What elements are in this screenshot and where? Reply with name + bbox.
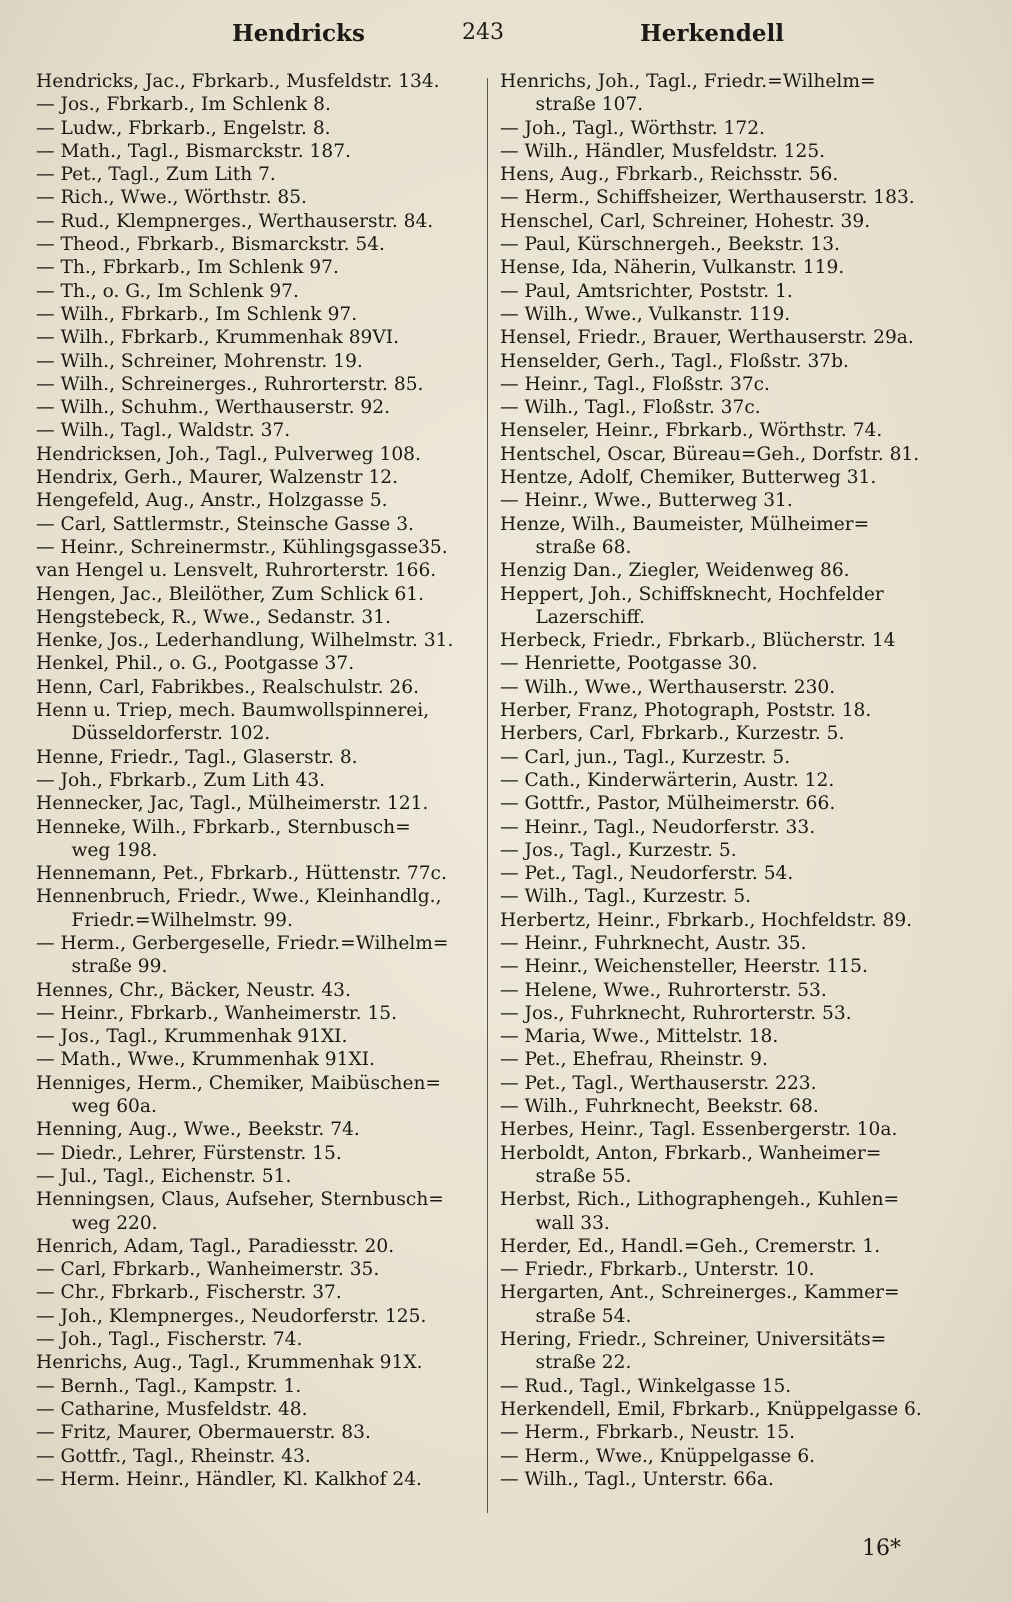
directory-entry: Hendrix, Gerh., Maurer, Walzenstr 12.: [36, 467, 399, 489]
directory-entry: Herbeck, Friedr., Fbrkarb., Blücherstr. 14: [500, 630, 896, 652]
directory-entry: Henselder, Gerh., Tagl., Floßstr. 37b.: [500, 350, 849, 372]
directory-entry: — Herm., Fbrkarb., Neustr. 15.: [500, 1422, 796, 1444]
directory-entry: weg 60a.: [36, 1096, 157, 1118]
directory-entry: — Th., Fbrkarb., Im Schlenk 97.: [36, 257, 339, 279]
directory-entry: Friedr.=Wilhelmstr. 99.: [36, 909, 293, 931]
directory-entry: — Carl, Fbrkarb., Wanheimerstr. 35.: [36, 1259, 380, 1281]
directory-entry: straße 54.: [500, 1305, 632, 1327]
directory-entry: straße 99.: [36, 956, 168, 978]
right-column: [500, 70, 940, 1491]
directory-entry: straße 107.: [500, 94, 644, 116]
directory-entry: Hendricks, Jac., Fbrkarb., Musfeldstr. 134.: [36, 71, 440, 92]
directory-entry: — Carl, Sattlermstr., Steinsche Gasse 3.: [36, 513, 414, 535]
directory-entry: — Helene, Wwe., Ruhrorterstr. 53.: [500, 979, 827, 1001]
directory-entry: — Jos., Fbrkarb., Im Schlenk 8.: [36, 94, 331, 116]
directory-entry: — Heinr., Tagl., Neudorferstr. 33.: [500, 816, 816, 838]
directory-entry: — Heinr., Weichensteller, Heerstr. 115.: [500, 956, 868, 978]
directory-entry: Henningsen, Claus, Aufseher, Sternbusch=: [36, 1189, 444, 1211]
directory-entry: — Fritz, Maurer, Obermauerstr. 83.: [36, 1422, 371, 1444]
directory-entry: — Jos., Tagl., Krummenhak 91XI.: [36, 1026, 348, 1048]
directory-entry: — Paul, Amtsrichter, Poststr. 1.: [500, 280, 793, 302]
directory-entry: — Pet., Tagl., Werthauserstr. 223.: [500, 1072, 817, 1094]
directory-entry: Herbers, Carl, Fbrkarb., Kurzestr. 5.: [500, 723, 845, 745]
directory-entry: — Wilh., Händler, Musfeldstr. 125.: [500, 140, 826, 162]
directory-entry: — Heinr., Tagl., Floßstr. 37c.: [500, 373, 770, 395]
directory-entry: Düsseldorferstr. 102.: [36, 723, 271, 745]
directory-entry: — Henriette, Pootgasse 30.: [500, 653, 758, 675]
left-column: [36, 70, 476, 1491]
directory-entry: — Wilh., Wwe., Vulkanstr. 119.: [500, 303, 791, 325]
directory-entry: Heppert, Joh., Schiffsknecht, Hochfelder: [500, 583, 884, 605]
directory-entry: weg 198.: [36, 839, 158, 861]
directory-entry: Herboldt, Anton, Fbrkarb., Wanheimer=: [500, 1142, 882, 1164]
directory-entry: — Joh., Tagl., Wörthstr. 172.: [500, 117, 765, 139]
directory-entry: — Herm. Heinr., Händler, Kl. Kalkhof 24.: [36, 1468, 422, 1490]
page-header: [0, 20, 1012, 54]
directory-entry: — Friedr., Fbrkarb., Unterstr. 10.: [500, 1259, 815, 1281]
header-left-catchword: Hendricks: [232, 20, 365, 47]
directory-entry: — Wilh., Wwe., Werthauserstr. 230.: [500, 676, 836, 698]
directory-entry: — Chr., Fbrkarb., Fischerstr. 37.: [36, 1282, 342, 1304]
page-number: 243: [462, 20, 504, 45]
directory-entry: Herbst, Rich., Lithographengeh., Kuhlen=: [500, 1189, 900, 1211]
directory-entry: Hennes, Chr., Bäcker, Neustr. 43.: [36, 979, 351, 1001]
directory-entry: Henniges, Herm., Chemiker, Maibüschen=: [36, 1072, 442, 1094]
directory-entry: — Heinr., Schreinermstr., Kühlingsgasse35.: [36, 536, 448, 558]
directory-entry: — Wilh., Tagl., Waldstr. 37.: [36, 420, 291, 442]
directory-entry: Henseler, Heinr., Fbrkarb., Wörthstr. 74.: [500, 420, 883, 442]
directory-entry: Herbertz, Heinr., Fbrkarb., Hochfeldstr. 89.: [500, 909, 913, 931]
directory-entry: — Wilh., Schuhm., Werthauserstr. 92.: [36, 397, 391, 419]
directory-entry: Lazerschiff.: [500, 606, 645, 628]
directory-entry: — Herm., Gerbergeselle, Friedr.=Wilhelm=: [36, 932, 449, 954]
directory-entry: Hengstebeck, R., Wwe., Sedanstr. 31.: [36, 606, 391, 628]
directory-entry: — Carl, jun., Tagl., Kurzestr. 5.: [500, 746, 791, 768]
column-divider: [487, 78, 488, 1513]
directory-entry: Hendricksen, Joh., Tagl., Pulverweg 108.: [36, 443, 421, 465]
directory-entry: Henrichs, Aug., Tagl., Krummenhak 91X.: [36, 1352, 423, 1374]
directory-entry: Henne, Friedr., Tagl., Glaserstr. 8.: [36, 746, 358, 768]
directory-entry: — Math., Wwe., Krummenhak 91XI.: [36, 1049, 375, 1071]
directory-entry: — Math., Tagl., Bismarckstr. 187.: [36, 140, 351, 162]
directory-entry: Hennecker, Jac, Tagl., Mülheimerstr. 121.: [36, 793, 429, 815]
directory-entry: Hennemann, Pet., Fbrkarb., Hüttenstr. 77c.: [36, 863, 447, 885]
directory-entry: Henze, Wilh., Baumeister, Mülheimer=: [500, 513, 870, 535]
directory-entry: — Theod., Fbrkarb., Bismarckstr. 54.: [36, 234, 385, 256]
directory-entry: — Wilh., Tagl., Unterstr. 66a.: [500, 1468, 774, 1490]
directory-entry: — Rich., Wwe., Wörthstr. 85.: [36, 187, 307, 209]
directory-entry: — Bernh., Tagl., Kampstr. 1.: [36, 1375, 302, 1397]
directory-entry: — Joh., Fbrkarb., Zum Lith 43.: [36, 769, 326, 791]
directory-entry: — Jos., Tagl., Kurzestr. 5.: [500, 839, 737, 861]
directory-entry: straße 22.: [500, 1352, 632, 1374]
directory-entry: van Hengel u. Lensvelt, Ruhrorterstr. 166.: [36, 560, 437, 582]
directory-entry: — Pet., Tagl., Neudorferstr. 54.: [500, 863, 794, 885]
directory-entry: Henneke, Wilh., Fbrkarb., Sternbusch=: [36, 816, 411, 838]
directory-entry: Hergarten, Ant., Schreinerges., Kammer=: [500, 1282, 900, 1304]
directory-entry: Herkendell, Emil, Fbrkarb., Knüppelgasse 6.: [500, 1398, 922, 1420]
directory-entry: — Catharine, Musfeldstr. 48.: [36, 1398, 308, 1420]
directory-entry: — Joh., Klempnerges., Neudorferstr. 125.: [36, 1305, 427, 1327]
directory-entry: — Wilh., Schreinerges., Ruhrorterstr. 85.: [36, 373, 424, 395]
directory-entry: — Maria, Wwe., Mittelstr. 18.: [500, 1026, 779, 1048]
directory-entry: — Diedr., Lehrer, Fürstenstr. 15.: [36, 1142, 342, 1164]
directory-entry: Hensel, Friedr., Brauer, Werthauserstr. 29a.: [500, 327, 914, 349]
directory-entry: — Pet., Tagl., Zum Lith 7.: [36, 164, 276, 186]
directory-entry: — Rud., Klempnerges., Werthauserstr. 84.: [36, 210, 434, 232]
directory-entry: — Heinr., Fuhrknecht, Austr. 35.: [500, 932, 807, 954]
directory-entry: — Heinr., Wwe., Butterweg 31.: [500, 490, 793, 512]
directory-entry: Hens, Aug., Fbrkarb., Reichsstr. 56.: [500, 164, 839, 186]
directory-entry: — Joh., Tagl., Fischerstr. 74.: [36, 1329, 303, 1351]
directory-entry: Herder, Ed., Handl.=Geh., Cremerstr. 1.: [500, 1235, 881, 1257]
directory-entry: — Wilh., Tagl., Kurzestr. 5.: [500, 886, 752, 908]
directory-entry: Henn u. Triep, mech. Baumwollspinnerei,: [36, 700, 430, 722]
directory-entry: Hengefeld, Aug., Anstr., Holzgasse 5.: [36, 490, 388, 512]
directory-entry: Henn, Carl, Fabrikbes., Realschulstr. 26.: [36, 676, 420, 698]
directory-entry: — Wilh., Fbrkarb., Im Schlenk 97.: [36, 303, 358, 325]
directory-entry: — Th., o. G., Im Schlenk 97.: [36, 280, 299, 302]
directory-entry: Hentze, Adolf, Chemiker, Butterweg 31.: [500, 467, 877, 489]
directory-entry: — Gottfr., Pastor, Mülheimerstr. 66.: [500, 793, 836, 815]
directory-entry: Henschel, Carl, Schreiner, Hohestr. 39.: [500, 210, 871, 232]
directory-entry: — Herm., Schiffsheizer, Werthauserstr. 183.: [500, 187, 915, 209]
directory-entry: — Wilh., Fbrkarb., Krummenhak 89VI.: [36, 327, 400, 349]
directory-entry: — Pet., Ehefrau, Rheinstr. 9.: [500, 1049, 768, 1071]
directory-entry: — Herm., Wwe., Knüppelgasse 6.: [500, 1445, 816, 1467]
directory-entry: — Gottfr., Tagl., Rheinstr. 43.: [36, 1445, 311, 1467]
directory-entry: — Rud., Tagl., Winkelgasse 15.: [500, 1375, 792, 1397]
directory-entry: — Wilh., Schreiner, Mohrenstr. 19.: [36, 350, 363, 372]
header-right-catchword: Herkendell: [640, 20, 784, 47]
signature-mark: 16*: [862, 1536, 901, 1561]
directory-entry: Herbes, Heinr., Tagl. Essenbergerstr. 10a.: [500, 1119, 898, 1141]
directory-entry: Hentschel, Oscar, Büreau=Geh., Dorfstr. 81.: [500, 443, 920, 465]
directory-entry: Henrich, Adam, Tagl., Paradiesstr. 20.: [36, 1235, 395, 1257]
directory-entry: Hengen, Jac., Bleilöther, Zum Schlick 61.: [36, 583, 425, 605]
directory-entry: — Cath., Kinderwärterin, Austr. 12.: [500, 769, 835, 791]
directory-entry: Hering, Friedr., Schreiner, Universitäts=: [500, 1329, 887, 1351]
directory-entry: Henrichs, Joh., Tagl., Friedr.=Wilhelm=: [500, 71, 876, 92]
directory-entry: — Heinr., Fbrkarb., Wanheimerstr. 15.: [36, 1002, 398, 1024]
directory-entry: — Ludw., Fbrkarb., Engelstr. 8.: [36, 117, 331, 139]
directory-entry: Henkel, Phil., o. G., Pootgasse 37.: [36, 653, 355, 675]
directory-entry: — Paul, Kürschnergeh., Beekstr. 13.: [500, 234, 840, 256]
directory-entry: — Wilh., Fuhrknecht, Beekstr. 68.: [500, 1096, 819, 1118]
directory-entry: — Wilh., Tagl., Floßstr. 37c.: [500, 397, 761, 419]
directory-entry: Herber, Franz, Photograph, Poststr. 18.: [500, 700, 872, 722]
directory-entry: Hennenbruch, Friedr., Wwe., Kleinhandlg.,: [36, 886, 442, 908]
directory-entry: Henning, Aug., Wwe., Beekstr. 74.: [36, 1119, 360, 1141]
directory-entry: — Jos., Fuhrknecht, Ruhrorterstr. 53.: [500, 1002, 852, 1024]
directory-entry: straße 68.: [500, 536, 632, 558]
directory-entry: Hense, Ida, Näherin, Vulkanstr. 119.: [500, 257, 845, 279]
directory-entry: Henzig Dan., Ziegler, Weidenweg 86.: [500, 560, 850, 582]
directory-entry: Henke, Jos., Lederhandlung, Wilhelmstr. 31.: [36, 630, 454, 652]
directory-entry: — Jul., Tagl., Eichenstr. 51.: [36, 1165, 292, 1187]
directory-entry: weg 220.: [36, 1212, 158, 1234]
directory-entry: wall 33.: [500, 1212, 610, 1234]
directory-entry: straße 55.: [500, 1165, 632, 1187]
